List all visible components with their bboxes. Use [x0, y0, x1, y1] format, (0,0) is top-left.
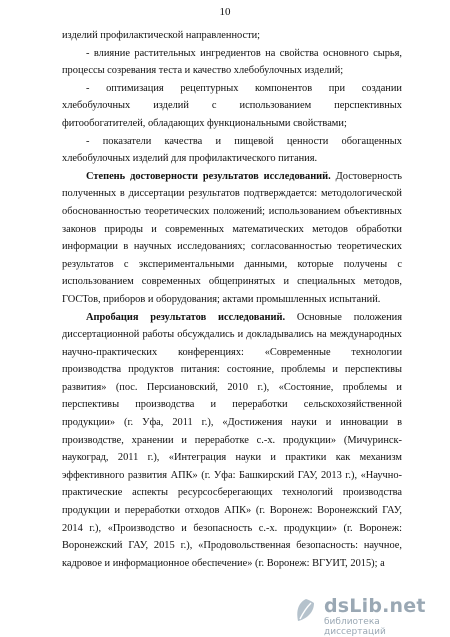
approbation-heading: Апробация результатов исследований.: [86, 311, 286, 323]
bullet-item-3: - показатели качества и пищевой ценности обогащенных хлебобулочных изделий для профилактического питания.: [62, 135, 402, 165]
reliability-paragraph: [62, 168, 402, 309]
approbation-paragraph: [62, 309, 402, 573]
bullet-item-2: - оптимизация рецептурных компонентов при создании хлебобулочных изделий с использованием перспективных фитообогатителей, обладающих функциональными свойствами;: [62, 82, 402, 129]
leaf-logo-icon: [292, 597, 320, 625]
bullet-item-1: - влияние растительных ингредиентов на свойства основного сырья, процессы созревания теста и качество хлебобулочных изделий;: [62, 47, 402, 77]
reliability-text: Достоверность полученных в диссертации результатов подтверждается: методологической обоснованностью теоретических положений; использованием объективных законов природы и современных математических методов обработки информации в научных исследованиях; согласованностью теоретических результатов с экспериментальными данными, которые получены с использованием современных общепринятых и специальных методов, ГОСТов, приборов и оборудования; актами промышленных испытаний.: [62, 170, 402, 305]
watermark: [292, 595, 432, 637]
approbation-text: Основные положения диссертационной работы обсуждались и докладывались на международных научно-практических конференциях: «Современные технологии производства продуктов питания: состояние, проблемы и перспективы развития» (пос. Персиановский, 2010 г.), «Состояние, проблемы и перспективы производства и переработки сельскохозяйственной продукции» (г. Уфа, 2011 г.), «Достижения науки и инновации в производстве, хранении и переработке с.-х. продукции» (Мичуринск-наукоград, 2011 г.), «Интеграция науки и практики как механизм эффективного развития АПК» (г. Уфа: Башкирский ГАУ, 2013 г.), «Научно-практические аспекты ресурсосберегающих технологий производства продукции и переработки отходов АПК» (г. Воронеж: Воронежский ГАУ, 2014 г.), «Производство и безопасность с.-х. продукции» (г. Воронеж: Воронежский ГАУ, 2015 г.), «Продовольственная безопасность: научное, кадровое и информационное обеспечение» (г. Воронеж: ВГУИТ, 2015); а: [62, 311, 402, 569]
reliability-heading: Степень достоверности результатов исследований.: [86, 170, 331, 182]
continuation-line: изделий профилактической направленности;: [62, 30, 261, 41]
page-number: 10: [219, 6, 231, 18]
watermark-site: dsLib.net: [324, 595, 426, 617]
document-body: [62, 27, 402, 572]
watermark-tagline: библиотека диссертаций: [324, 617, 386, 637]
